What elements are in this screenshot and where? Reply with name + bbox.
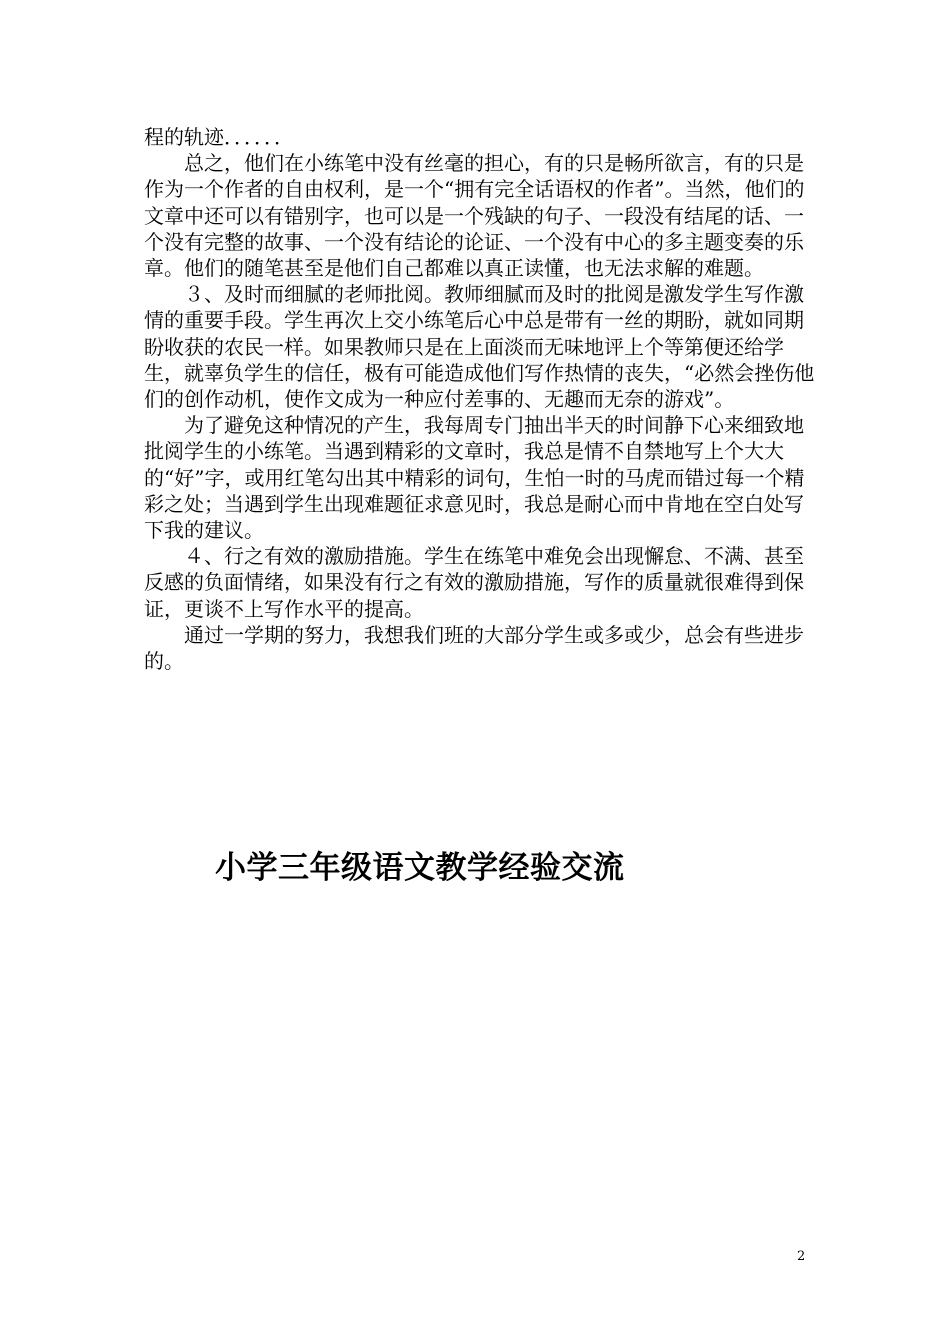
- body-text: [144, 124, 816, 674]
- paragraph-marking-practice: 为了避免这种情况的产生，我每周专门抽出半天的时间静下心来细致地批阅学生的小练笔。当遇到精彩的文章时，我总是情不自禁地写上个大大的“好”字，或用红笔勾出其中精彩的词句，生怕一时的马虎而错过每一个精彩之处；当遇到学生出现难题征求意见时，我总是耐心而中肯地在空白处写下我的建议。: [144, 413, 805, 543]
- paragraph-summary: 总之，他们在小练笔中没有丝毫的担心，有的只是畅所欲言，有的只是作为一个作者的自由权利，是一个“拥有完全话语权的作者”。当然，他们的文章中还可以有错别字，也可以是一个残缺的句子、一段没有结尾的话、一个没有完整的故事、一个没有结论的论证、一个没有中心的多主题变奏的乐章。他们的随笔甚至是他们自己都难以真正读懂，也无法求解的难题。: [144, 151, 805, 281]
- document-title: 小学三年级语文教学经验交流: [215, 850, 625, 886]
- paragraph-conclusion: 通过一学期的努力，我想我们班的大部分学生或多或少，总会有些进步的。: [144, 622, 804, 674]
- paragraph-point-3: ３、及时而细腻的老师批阅。教师细腻而及时的批阅是激发学生写作激情的重要手段。学生再次上交小练笔后心中总是带有一丝的期盼，就如同期盼收获的农民一样。如果教师只是在上面淡而无味地评上个等第便还给学生，就辜负学生的信任，极有可能造成他们写作热情的丧失，“必然会挫伤他们的创作动机，使作文成为一种应付差事的、无趣而无奈的游戏”。: [144, 282, 815, 412]
- page-number: 2: [797, 1249, 806, 1264]
- paragraph-continuation: 程的轨迹．．．．．．: [144, 125, 294, 149]
- paragraph-point-4: ４、行之有效的激励措施。学生在练笔中难免会出现懈怠、不满、甚至反感的负面情绪，如果没有行之有效的激励措施，写作的质量就很难得到保证，更谈不上写作水平的提高。: [144, 544, 804, 621]
